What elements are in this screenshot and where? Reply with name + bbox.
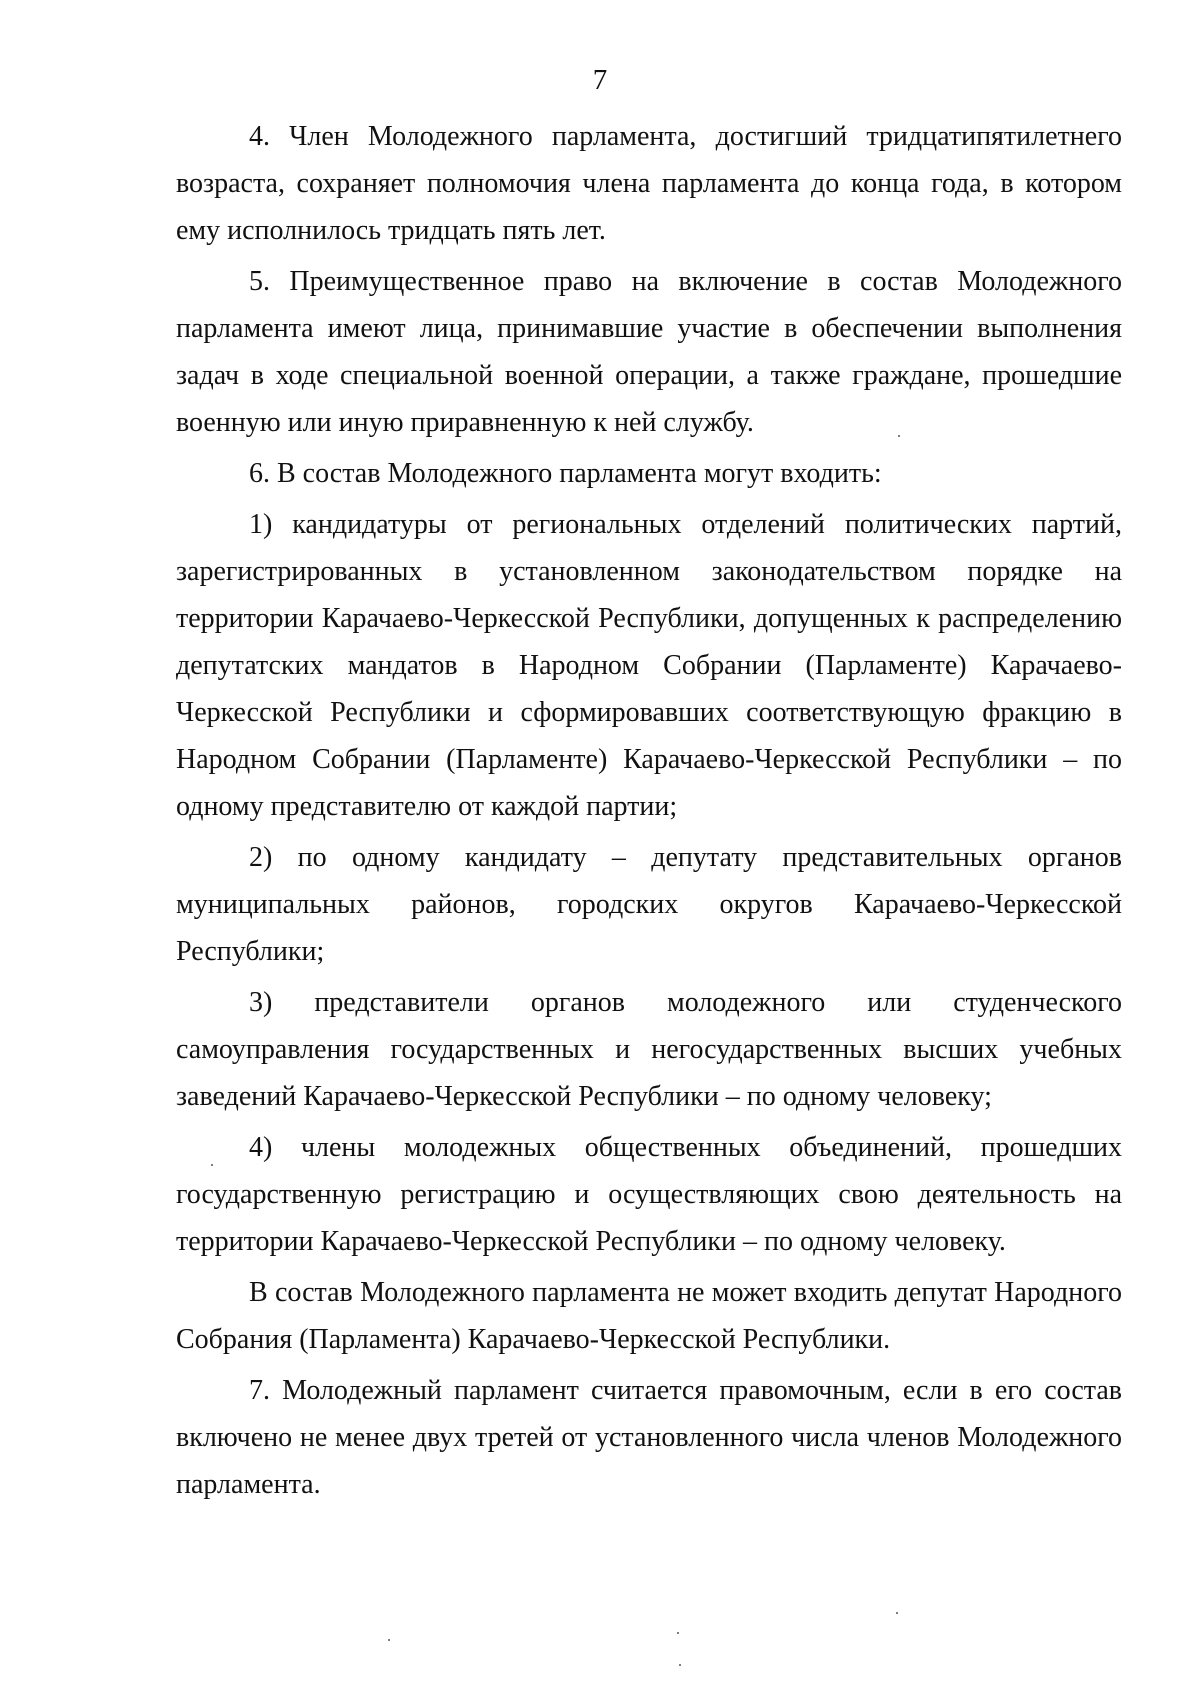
scan-speck — [898, 435, 900, 437]
subitem-2: 2) по одному кандидату – депутату представительных органов муниципальных районов, городских округов Карачаево-Черкесской Республики; — [176, 842, 1122, 967]
paragraph-item-5: 5. Преимущественное право на включение в состав Молодежного парламента имеют лица, принимавшие участие в обеспечении выполнения задач в ходе специальной военной операции, а также граждане, прошедшие военную или иную приравненную к ней службу. — [176, 266, 1122, 438]
exclusion-paragraph: В состав Молодежного парламента не может входить депутат Народного Собрания (Парламента) Карачаево-Черкесской Республики. — [176, 1277, 1122, 1355]
paragraph-item-4: 4. Член Молодежного парламента, достигший тридцатипятилетнего возраста, сохраняет полномочия члена парламента до конца года, в котором ему исполнилось тридцать пять лет. — [176, 121, 1122, 246]
document-body — [176, 113, 1122, 1512]
scan-speck — [679, 1664, 681, 1666]
scan-speck — [211, 1164, 213, 1166]
subitem-3: 3) представители органов молодежного или студенческого самоуправления государственных и негосударственных высших учебных заведений Карачаево-Черкесской Республики – по одному человеку; — [176, 987, 1122, 1112]
scan-speck — [896, 1612, 898, 1614]
page-number: 7 — [592, 64, 608, 96]
scan-speck — [388, 1639, 390, 1641]
scan-speck — [677, 1632, 679, 1634]
subitem-1: 1) кандидатуры от региональных отделений политических партий, зарегистрированных в установленном законодательством порядке на территории Карачаево-Черкесской Республики, допущенных к распределению депутатских мандатов в Народном Собрании (Парламенте) Карачаево-Черкесской Республики и сформировавших соответствующую фракцию в Народном Собрании (Парламенте) Карачаево-Черкесской Республики – по одному представителю от каждой партии; — [176, 509, 1122, 822]
paragraph-item-7: 7. Молодежный парламент считается правомочным, если в его состав включено не менее двух третей от установленного числа членов Молодежного парламента. — [176, 1375, 1122, 1500]
paragraph-item-6: 6. В состав Молодежного парламента могут входить: — [249, 458, 882, 489]
subitem-4: 4) члены молодежных общественных объединений, прошедших государственную регистрацию и осуществляющих свою деятельность на территории Карачаево-Черкесской Республики – по одному человеку. — [176, 1132, 1122, 1257]
